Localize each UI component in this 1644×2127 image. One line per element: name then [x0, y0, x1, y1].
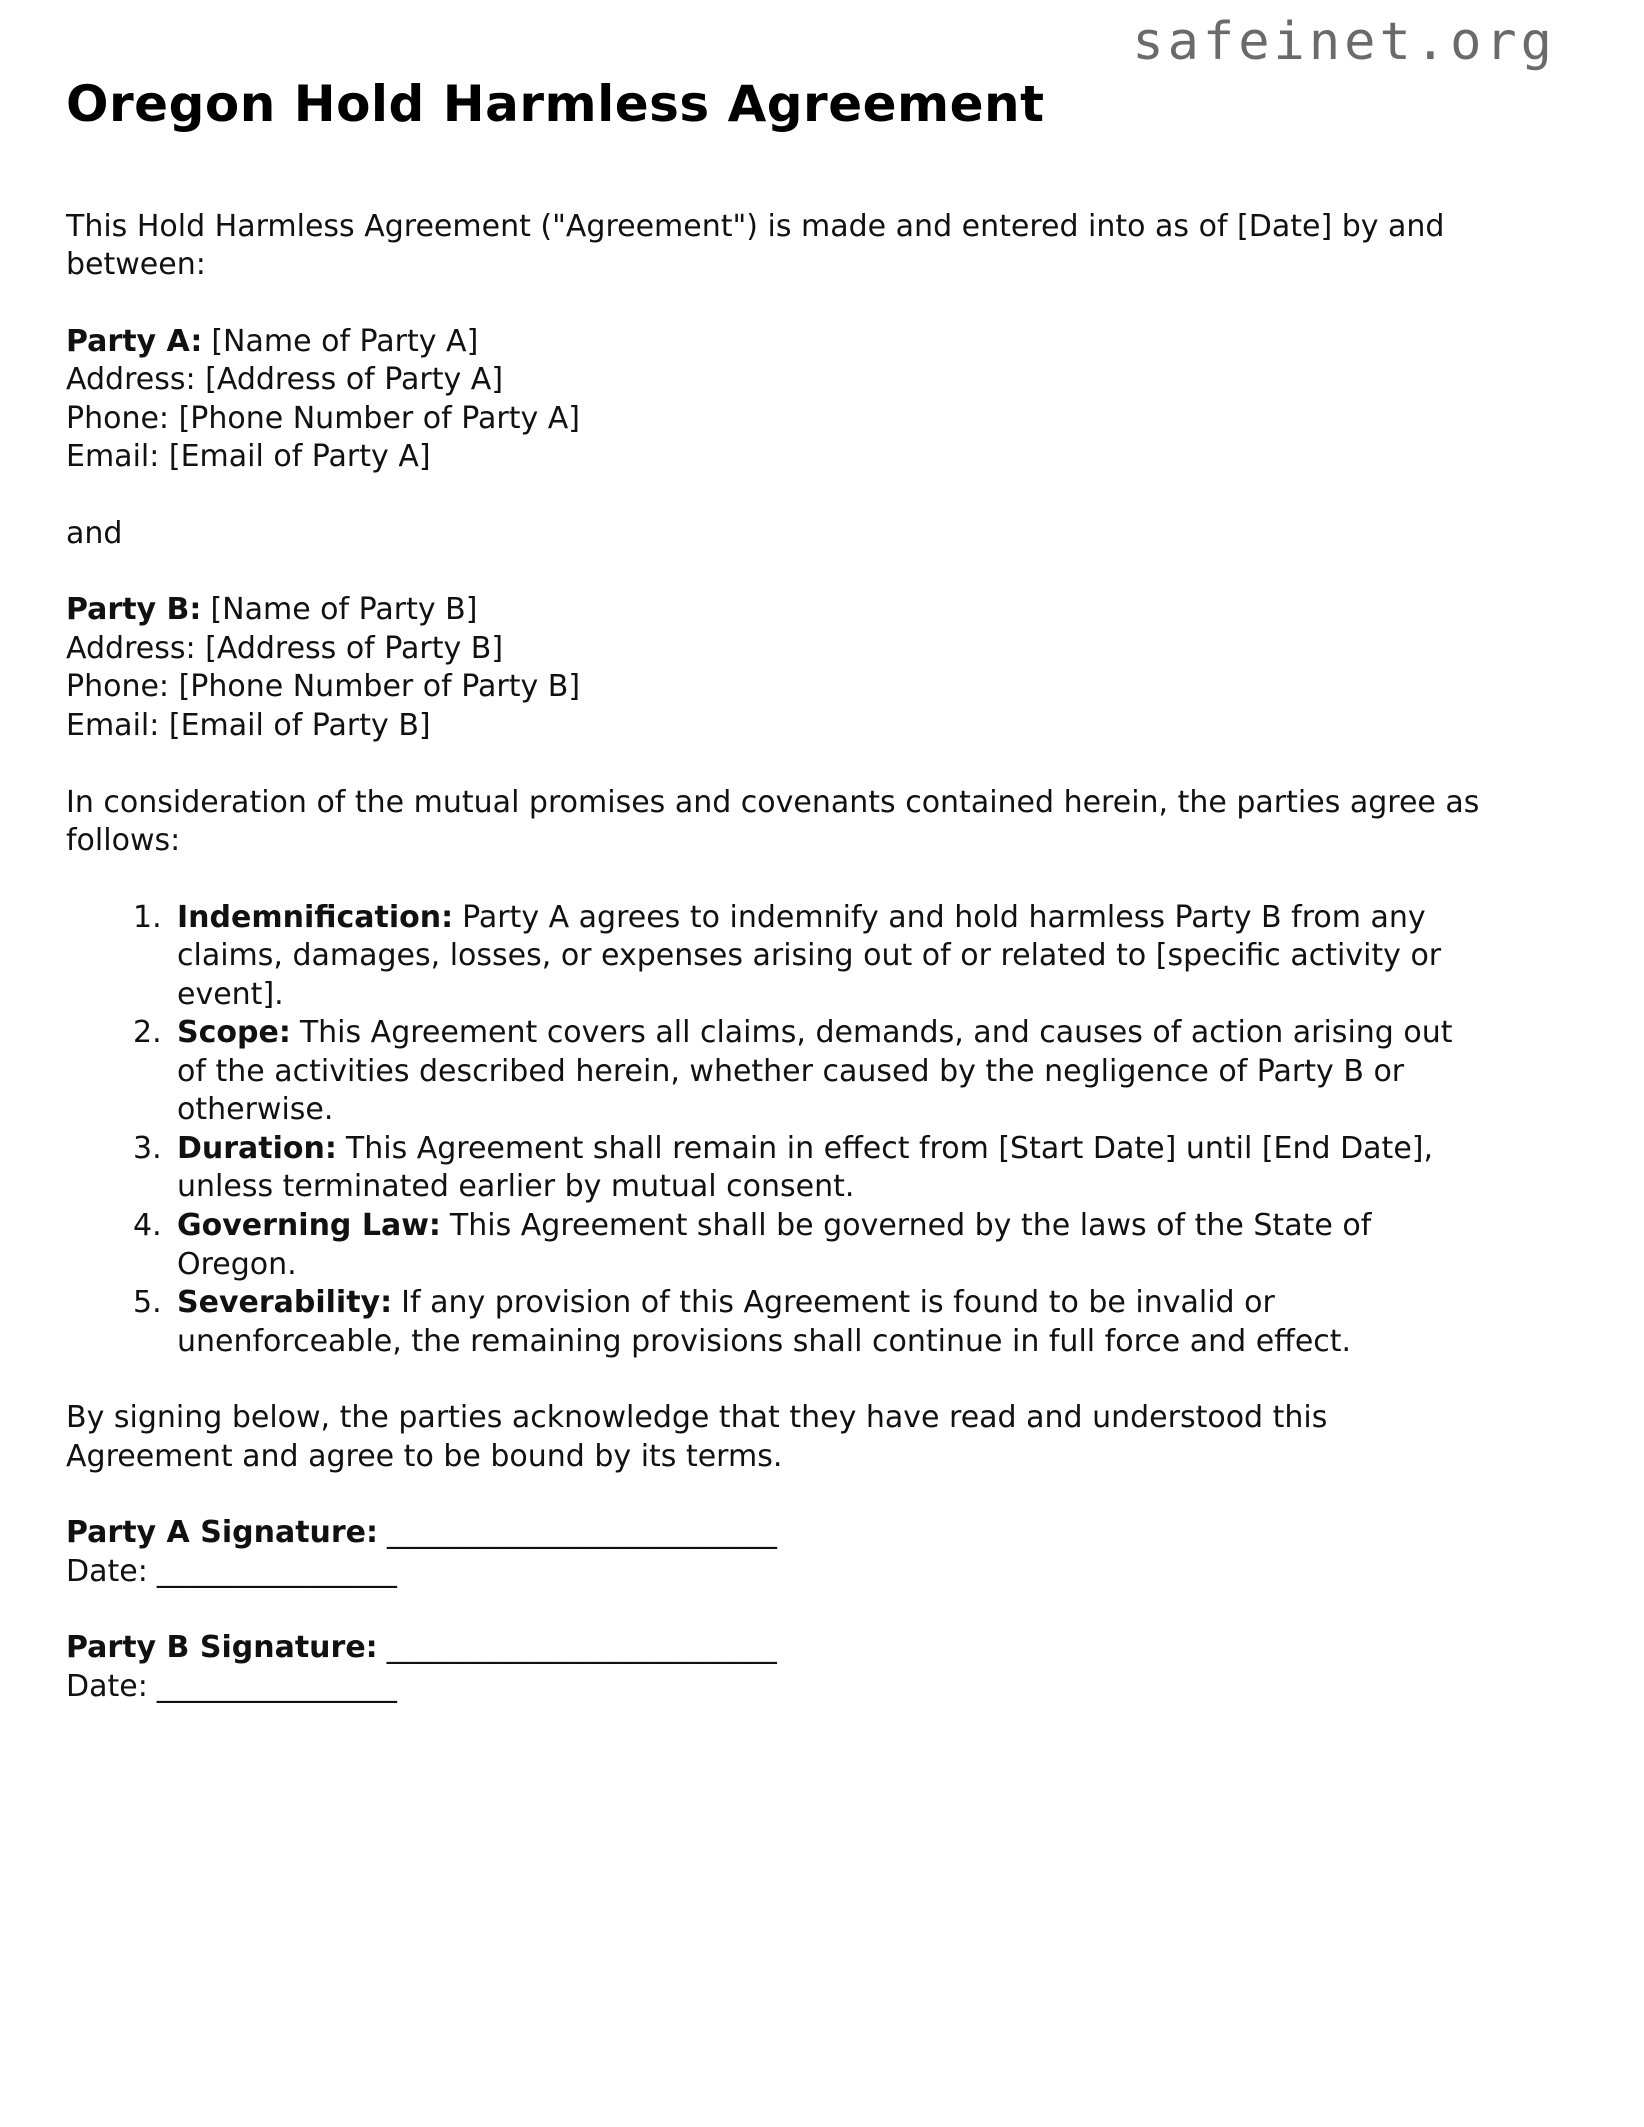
party-b-signature-label: Party B Signature:: [66, 1630, 378, 1666]
party-a-email-line: Email: [Email of Party A]: [66, 439, 431, 475]
party-a-name-line: [66, 323, 1486, 362]
clause-label: Governing Law:: [177, 1207, 441, 1243]
party-a-phone-line: Phone: [Phone Number of Party A]: [66, 400, 580, 436]
party-b-phone-line: Phone: [Phone Number of Party B]: [66, 669, 581, 705]
party-b-name-line: [66, 591, 1486, 630]
party-a-date-blank: ________________: [156, 1553, 397, 1589]
party-b-email-line: Email: [Email of Party B]: [66, 707, 431, 743]
clause-duration: [133, 1130, 1486, 1207]
party-a-label: Party A:: [66, 323, 203, 359]
party-b-date-line: [66, 1668, 1486, 1707]
clause-label: Scope:: [177, 1015, 291, 1051]
clause-number: 3.: [133, 1130, 162, 1166]
intro-paragraph: This Hold Harmless Agreement ("Agreement") is made and entered into as of [Date] by and between:: [66, 208, 1445, 283]
party-b-block: [66, 591, 1486, 745]
party-a-date-label: Date:: [66, 1553, 148, 1589]
clause-text: This Agreement shall remain in effect from [Start Date] until [End Date], unless terminated earlier by mutual consent.: [177, 1130, 1434, 1205]
connector-text: and: [66, 515, 123, 551]
party-a-signature-line: [66, 1514, 1486, 1553]
party-a-signature-label: Party A Signature:: [66, 1515, 379, 1551]
clause-body: [177, 1207, 1486, 1284]
clause-scope: [133, 1014, 1486, 1130]
page-title: Oregon Hold Harmless Agreement: [66, 75, 1045, 133]
party-b-address-line: Address: [Address of Party B]: [66, 630, 504, 666]
clause-number: 2.: [133, 1015, 162, 1051]
party-a-signature-block: [66, 1514, 1486, 1591]
clause-number: 5.: [133, 1285, 162, 1321]
clause-number: 4.: [133, 1207, 162, 1243]
party-a-name: [Name of Party A]: [211, 323, 479, 359]
clause-severability: [133, 1284, 1486, 1361]
clause-label: Indemnification:: [177, 899, 454, 935]
clauses-list: [66, 899, 1486, 1362]
clause-body: [177, 899, 1486, 1015]
consideration-paragraph: In consideration of the mutual promises and covenants contained herein, the parties agree as follows:: [66, 784, 1480, 859]
clause-text: If any provision of this Agreement is found to be invalid or unenforceable, the remaining provisions shall continue in full force and effect.: [177, 1285, 1352, 1359]
party-b-date-label: Date:: [66, 1668, 148, 1704]
party-b-date-blank: ________________: [156, 1668, 397, 1704]
clause-governing-law: [133, 1207, 1486, 1284]
party-b-label: Party B:: [66, 592, 202, 628]
clause-body: [177, 1130, 1486, 1207]
party-a-signature-blank: __________________________: [387, 1515, 778, 1551]
party-b-signature-block: [66, 1629, 1486, 1706]
closing-paragraph: By signing below, the parties acknowledge that they have read and understood this Agreement and agree to be bound by its terms.: [66, 1400, 1328, 1474]
clause-body: [177, 1284, 1486, 1361]
clause-label: Severability:: [177, 1285, 393, 1321]
clause-indemnification: [133, 899, 1486, 1015]
clause-number: 1.: [133, 899, 162, 935]
clause-text: Party A agrees to indemnify and hold harmless Party B from any claims, damages, losses, or expenses arising out of or related to [specific activity or event].: [177, 899, 1442, 1012]
party-b-signature-line: [66, 1629, 1486, 1668]
party-b-signature-blank: __________________________: [386, 1630, 777, 1666]
clause-body: [177, 1014, 1486, 1130]
watermark-logo: safeinet.org: [1132, 12, 1556, 72]
clause-label: Duration:: [177, 1130, 337, 1166]
clause-text: This Agreement shall be governed by the laws of the State of Oregon.: [177, 1207, 1372, 1282]
party-a-date-line: [66, 1553, 1486, 1592]
party-a-block: [66, 323, 1486, 477]
party-b-name: [Name of Party B]: [210, 592, 478, 628]
party-a-address-line: Address: [Address of Party A]: [66, 362, 504, 398]
clause-text: This Agreement covers all claims, demands, and causes of action arising out of the activities described herein, whether caused by the negligence of Party B or otherwise.: [177, 1015, 1453, 1128]
